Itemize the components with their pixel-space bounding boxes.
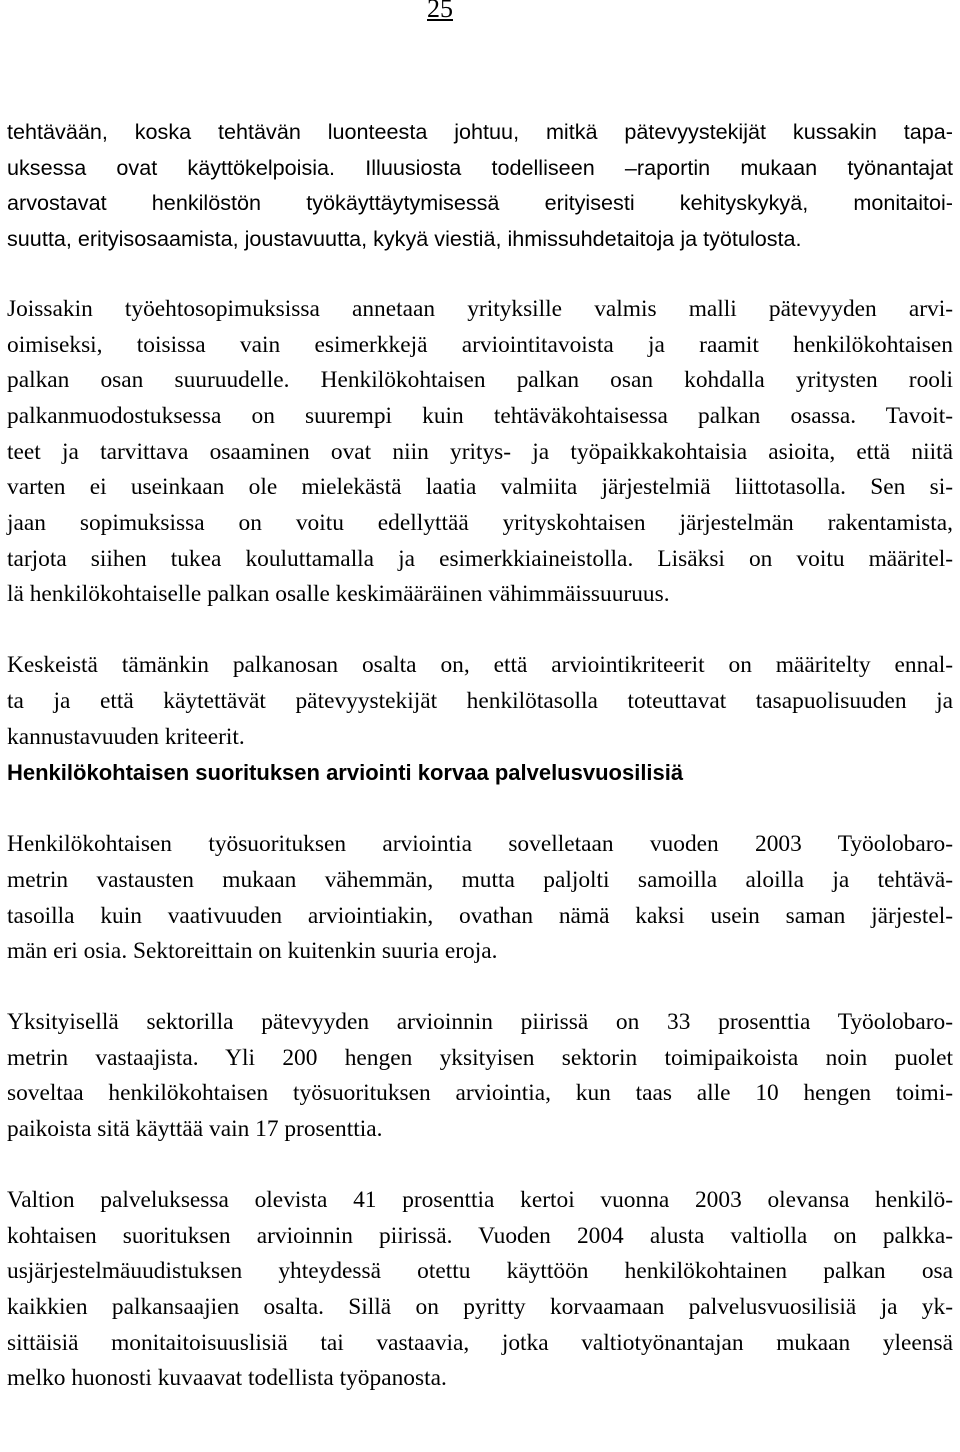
text-line: usjärjestelmäuudistuksen yhteydessä otettu käyttöön henkilökohtainen palkan osa bbox=[7, 1258, 953, 1285]
text-line: metrin vastaajista. Yli 200 hengen yksityisen sektorin toimipaikoista noin puolet bbox=[7, 1044, 953, 1071]
text-line: lä henkilökohtaiselle palkan osalle keskimääräinen vähimmäissuuruus. bbox=[7, 581, 670, 608]
text-line: varten ei useinkaan ole mielekästä laatia valmiita järjestelmiä liittotasolla. Sen si- bbox=[7, 474, 953, 501]
paragraph-5 bbox=[7, 1005, 953, 1148]
text-line: tasoilla kuin vaativuuden arviointiakin, ovathan nämä kaksi usein saman järjestel- bbox=[7, 902, 953, 929]
text-line: tehtävään, koska tehtävän luonteesta johtuu, mitkä pätevyystekijät kussakin tapa- bbox=[7, 119, 953, 144]
text-line: Yksityisellä sektorilla pätevyyden arvioinnin piirissä on 33 prosenttia Työolobaro- bbox=[7, 1009, 953, 1036]
page-body bbox=[7, 114, 953, 1397]
text-line: soveltaa henkilökohtaisen työsuorituksen arviointia, kun taas alle 10 hengen toimi- bbox=[7, 1080, 953, 1107]
text-line: ta ja että käytettävät pätevyystekijät henkilötasolla toteuttavat tasapuolisuuden ja bbox=[7, 687, 953, 714]
text-line: sittäisiä monitaitoisuuslisiä tai vastaavia, jotka valtiotyönantajan mukaan yleensä bbox=[7, 1329, 953, 1356]
text-line: paikoista sitä käyttää vain 17 prosenttia. bbox=[7, 1116, 383, 1143]
text-line: Keskeistä tämänkin palkanosan osalta on, että arviointikriteerit on määritelty ennal- bbox=[7, 652, 953, 679]
text-line: teet ja tarvittava osaaminen ovat niin yritys- ja työpaikkakohtaisia asioita, että niitä bbox=[7, 438, 953, 465]
text-line: oimiseksi, toisissa vain esimerkkejä arviointitavoista ja raamit henkilökohtaisen bbox=[7, 331, 953, 358]
paragraph-2 bbox=[7, 292, 953, 613]
text-line: uksessa ovat käyttökelpoisia. Illuusiosta todelliseen –raportin mukaan työnantajat bbox=[7, 154, 953, 180]
text-line: kannustavuuden kriteerit. bbox=[7, 723, 245, 750]
text-line: Joissakin työehtosopimuksissa annetaan yrityksille valmis malli pätevyyden arvi- bbox=[7, 295, 953, 322]
text-line: kohtaisen suorituksen arvioinnin piirissä. Vuoden 2004 alusta valtiolla on palkka- bbox=[7, 1222, 953, 1249]
text-line: palkan osan suuruudelle. Henkilökohtaisen palkan osan kohdalla yritysten rooli bbox=[7, 367, 953, 394]
paragraph-3 bbox=[7, 648, 953, 755]
paragraph-1 bbox=[7, 114, 953, 257]
text-line: Valtion palveluksessa olevista 41 prosenttia kertoi vuonna 2003 olevansa henkilö- bbox=[7, 1186, 953, 1213]
text-line: suutta, erityisosaamista, joustavuutta, kykyä viestiä, ihmissuhdetaitoja ja työtulosta. bbox=[7, 226, 802, 252]
text-line: metrin vastausten mukaan vähemmän, mutta paljolti samoilla aloilla ja tehtävä- bbox=[7, 866, 953, 893]
text-line: män eri osia. Sektoreittain on kuitenkin suuria eroja. bbox=[7, 938, 498, 965]
section-heading: Henkilökohtaisen suorituksen arviointi korvaa palvelusvuosilisiä bbox=[7, 760, 684, 786]
text-line: tarjota siihen tukea kouluttamalla ja esimerkkiaineistolla. Lisäksi on voitu määritel- bbox=[7, 545, 953, 572]
text-line: melko huonosti kuvaavat todellista työpanosta. bbox=[7, 1365, 447, 1392]
paragraph-6 bbox=[7, 1183, 953, 1397]
paragraph-4 bbox=[7, 827, 953, 970]
text-line: Henkilökohtaisen työsuorituksen arviointia sovelletaan vuoden 2003 Työolobaro- bbox=[7, 831, 953, 858]
text-line: palkanmuodostuksessa on suurempi kuin tehtäväkohtaisessa palkan osassa. Tavoit- bbox=[7, 402, 953, 429]
text-line: kaikkien palkansaajien osalta. Sillä on pyritty korvaamaan palvelusvuosilisiä ja yk- bbox=[7, 1293, 953, 1320]
page-number: 25 bbox=[427, 0, 453, 23]
text-line: jaan sopimuksissa on voitu edellyttää yrityskohtaisen järjestelmän rakentamista, bbox=[7, 510, 953, 537]
text-line: arvostavat henkilöstön työkäyttäytymisessä erityisesti kehityskykyä, monitaitoi- bbox=[7, 190, 953, 216]
